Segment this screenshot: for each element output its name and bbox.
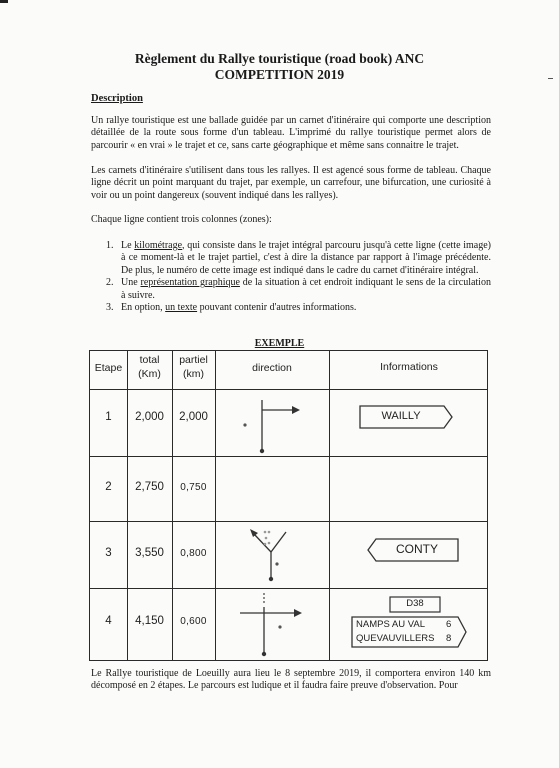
header-partiel: partiel (km)	[179, 354, 208, 380]
title-line-2: COMPETITION 2019	[214, 67, 345, 82]
list-item-text-before: En option,	[121, 302, 166, 314]
column-divider	[215, 351, 216, 660]
row-2-total: 2,750	[135, 481, 164, 493]
list-item-text-after: , qui consiste dans le trajet intégral parcouru jusqu'à cette ligne (cette image) à ce moment-là et le trajet partiel, c'est à dire la distance par rapport à l'image précédente. De plus, le numéro de cette image est indiqué dans le cadre du carnet d'itinéraire intégral.	[121, 240, 492, 276]
row-4-total: 4,150	[135, 615, 164, 627]
list-item	[106, 277, 491, 302]
list-item-underlined: kilométrage	[134, 240, 183, 251]
header-direction: direction	[252, 362, 292, 374]
row-3-total: 3,550	[135, 547, 164, 559]
list-item-text-after: pouvant contenir d'autres informations.	[197, 302, 357, 314]
tulip-diagram-right-turn	[230, 396, 310, 454]
row-divider	[90, 588, 487, 589]
sign-destination-1: NAMPS AU VAL	[356, 619, 425, 630]
row-1-partiel: 2,000	[179, 411, 208, 423]
page-title	[0, 51, 559, 83]
tulip-diagram-crossroads-right	[230, 591, 320, 657]
list-item-text-before: Une	[121, 277, 141, 289]
row-3-etape: 3	[105, 547, 112, 559]
sign-label: D38	[406, 598, 424, 609]
road-sign-d38	[389, 596, 441, 613]
header-informations: Informations	[380, 361, 438, 373]
column-divider	[329, 351, 330, 660]
footer-paragraph: Le Rallye touristique de Loeuilly aura lieu le 8 septembre 2019, il comportera environ 140 km décomposé en 2 étapes. Le parcours est ludique et il faudra faire preuve d'observation. Pour	[91, 668, 491, 692]
row-3-partiel: 0,800	[180, 548, 207, 559]
column-divider	[172, 351, 173, 660]
list-item-text-after: de la situation à cet endroit indiquant le sens de la circulation à suivre.	[121, 277, 491, 301]
row-2-partiel: 0,750	[180, 482, 207, 493]
roadbook-table	[89, 350, 488, 661]
list-item-underlined: représentation graphique	[140, 277, 240, 289]
list-item-underlined: un texte	[165, 302, 198, 314]
row-2-etape: 2	[105, 481, 112, 493]
sign-destination-2: QUEVAUVILLERS	[356, 633, 435, 644]
header-etape: Etape	[94, 362, 123, 374]
columns-list	[106, 240, 491, 314]
road-sign-conty	[366, 537, 460, 563]
row-4-etape: 4	[105, 615, 112, 627]
row-1-etape: 1	[105, 411, 112, 423]
list-item-text-before: Le	[121, 240, 135, 251]
example-heading: EXEMPLE	[254, 338, 305, 349]
row-divider	[90, 456, 487, 457]
title-line-1: Règlement du Rallye touristique (road book) ANC	[134, 51, 425, 66]
list-item-number: 1.	[106, 240, 114, 251]
header-total: total (Km)	[138, 354, 161, 380]
sign-label: WAILLY	[381, 410, 421, 422]
scan-edge-mark	[0, 0, 8, 3]
description-paragraph-3: Chaque ligne contient trois colonnes (zones):	[91, 214, 272, 225]
row-4-partiel: 0,600	[180, 616, 207, 627]
sign-distance-2: 8	[446, 633, 452, 644]
list-item	[106, 240, 491, 277]
description-paragraph-2: Les carnets d'itinéraire s'utilisent dans tous les rallyes. Il est agencé sous forme de tableau. Chaque ligne décrit un point marquant du trajet, par exemple, un carrefour, une bifurcation, une curiosité à voir ou un point dangereux (souvent indiqué dans les rallyes).	[91, 165, 491, 201]
list-item-number: 3.	[106, 302, 114, 314]
sign-label: CONTY	[396, 542, 438, 556]
sign-distance-1: 6	[446, 619, 452, 630]
row-1-total: 2,000	[135, 411, 164, 423]
road-sign-namps-quevauvillers	[350, 615, 468, 649]
description-heading: Description	[91, 93, 143, 104]
row-divider	[90, 389, 487, 390]
list-item-number: 2.	[106, 277, 114, 289]
tulip-diagram-left-fork	[236, 524, 306, 584]
column-divider	[127, 351, 128, 660]
road-sign-wailly	[358, 404, 454, 430]
list-item	[106, 302, 491, 314]
row-divider	[90, 521, 487, 522]
description-paragraph-1: Un rallye touristique est une ballade guidée par un carnet d'itinéraire qui comporte une description détaillée de la route sous forme d'un tableau. L'imprimé du rallye touristique permet alors de parcourir « en vrai » le trajet et ce, sans carte géographique et même sans connaitre le trajet.	[91, 115, 491, 151]
